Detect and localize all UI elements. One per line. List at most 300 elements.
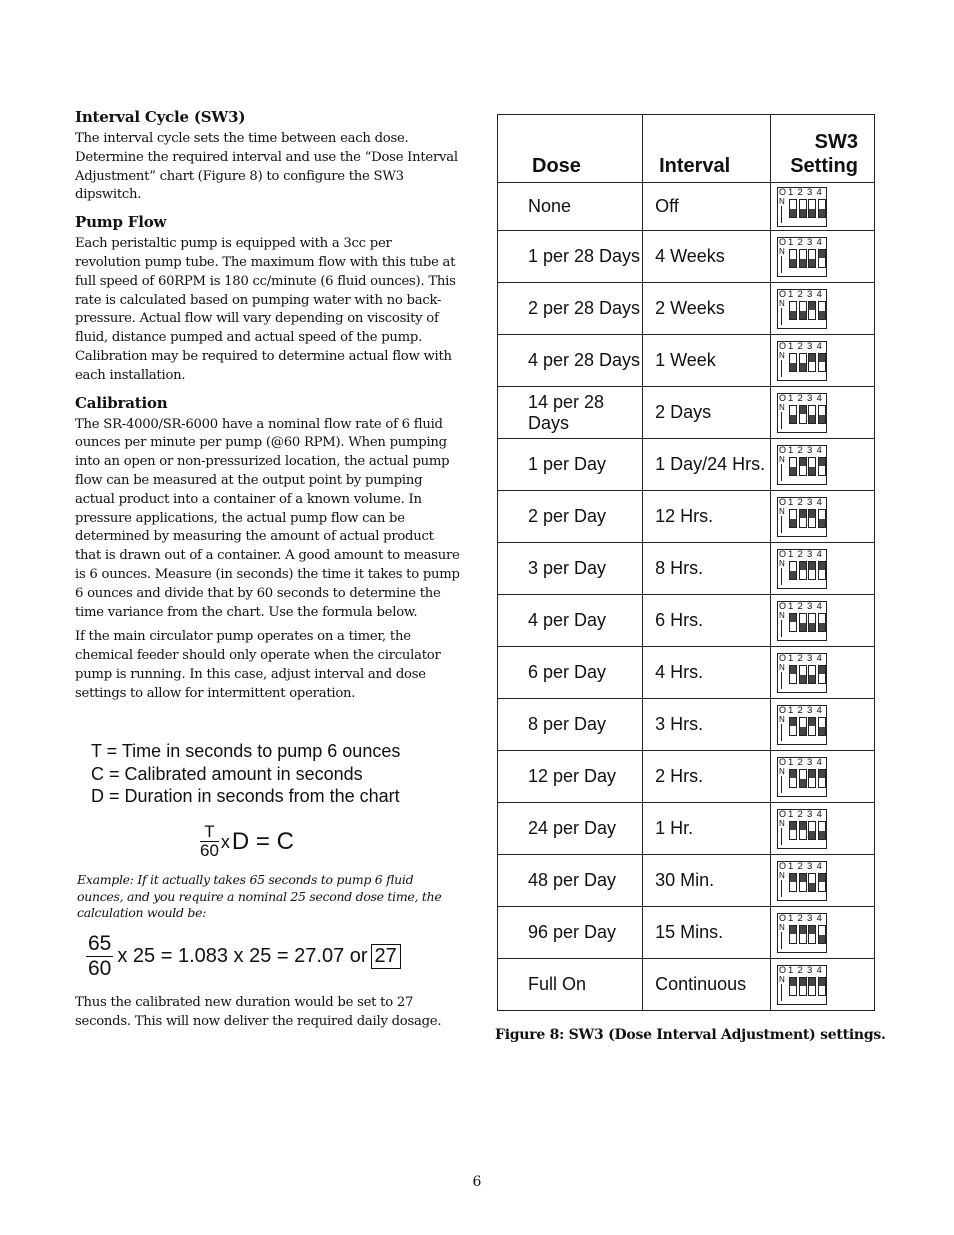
cell-dose: 4 per 28 Days	[498, 335, 643, 387]
dip-on-label-n: N	[779, 922, 785, 932]
dip-switch-numbers: 1234	[788, 236, 826, 248]
dip-switch-numbers: 1234	[788, 860, 826, 872]
dip-switch-1	[789, 977, 797, 996]
dip-switch-3	[808, 199, 816, 218]
dip-on-label: O	[779, 288, 787, 299]
cell-interval: Continuous	[643, 959, 771, 1011]
cell-sw3-setting	[771, 959, 875, 1011]
dip-switch-3	[808, 873, 816, 892]
dip-switch-1	[789, 405, 797, 424]
dip-switch-icon	[777, 341, 827, 381]
dip-switch-4	[818, 509, 826, 528]
dip-switch-1	[789, 665, 797, 684]
dip-switch-2	[799, 353, 807, 372]
dip-switch-knob	[790, 259, 796, 267]
dip-on-label-n: N	[779, 610, 785, 620]
dip-on-label: O	[779, 652, 787, 663]
dip-switch-1	[789, 509, 797, 528]
dip-on-label: O	[779, 340, 787, 351]
dip-on-arrow-icon	[781, 206, 782, 223]
dip-switch-4	[818, 977, 826, 996]
dip-switch-knob	[819, 831, 825, 839]
dip-switch-knob	[819, 770, 825, 778]
dip-on-label-n: N	[779, 662, 785, 672]
dip-on-label-n: N	[779, 402, 785, 412]
table-row	[498, 543, 875, 595]
cell-interval: 4 Hrs.	[643, 647, 771, 699]
dip-switch-2	[799, 405, 807, 424]
cell-sw3-setting	[771, 543, 875, 595]
table-row	[498, 855, 875, 907]
dip-switch-2	[799, 561, 807, 580]
dip-switch-numbers: 1234	[788, 704, 826, 716]
dip-switch-numbers: 1234	[788, 444, 826, 456]
example-calculation	[86, 932, 401, 981]
dip-switch-numbers: 1234	[788, 288, 826, 300]
cell-dose: 1 per 28 Days	[498, 231, 643, 283]
dip-on-arrow-icon	[781, 256, 782, 273]
dip-switch-3	[808, 249, 816, 268]
cell-sw3-setting	[771, 595, 875, 647]
dip-switch-knob	[809, 675, 815, 683]
dip-switch-knob	[790, 822, 796, 830]
dip-switch-4	[818, 199, 826, 218]
cell-sw3-setting	[771, 751, 875, 803]
section-paragraph: Each peristaltic pump is equipped with a 3cc per revolution pump tube. The maximum flow with this tube at full speed of 60RPM is 180 cc/minute (6 fluid ounces). This rate is calculated based on pumping water with no back-pressure. Actual flow will vary depending on viscosity of fluid, distance pumped and actual speed of the pump. Calibration may be required to determine actual flow with each installation.	[75, 236, 456, 383]
calc-result-box: 27	[371, 944, 401, 969]
dip-switch-3	[808, 353, 816, 372]
dip-on-arrow-icon	[781, 516, 782, 533]
dip-switch-knob	[800, 926, 806, 934]
dip-switch-3	[808, 769, 816, 788]
dip-on-label: O	[779, 756, 787, 767]
dip-on-label-n: N	[779, 298, 785, 308]
cell-dose: Full On	[498, 959, 643, 1011]
cell-interval: 3 Hrs.	[643, 699, 771, 751]
dip-switch-1	[789, 613, 797, 632]
dip-switch-knob	[790, 467, 796, 475]
dip-switch-3	[808, 561, 816, 580]
table-row	[498, 439, 875, 491]
dip-switch-knob	[800, 363, 806, 371]
dip-switch-knob	[809, 831, 815, 839]
dip-on-label-n: N	[779, 558, 785, 568]
cell-sw3-setting	[771, 231, 875, 283]
dip-switch-knob	[800, 510, 806, 518]
section-calibration	[75, 394, 460, 704]
dip-switch-knob	[809, 467, 815, 475]
formula-rest: D = C	[231, 828, 294, 855]
dip-switch-knob	[809, 978, 815, 986]
cell-interval: 12 Hrs.	[643, 491, 771, 543]
formula-fraction	[200, 823, 219, 861]
dip-switch-knob	[809, 562, 815, 570]
dip-switch-knob	[800, 562, 806, 570]
dip-switch-knob	[809, 926, 815, 934]
dip-switch-icon	[777, 497, 827, 537]
dose-interval-table	[497, 114, 875, 1011]
dip-on-arrow-icon	[781, 932, 782, 949]
dip-switch-icon	[777, 653, 827, 693]
dip-switch-knob	[819, 978, 825, 986]
dip-switch-knob	[819, 209, 825, 217]
dip-switch-2	[799, 717, 807, 736]
cell-sw3-setting	[771, 699, 875, 751]
dip-switch-knob	[800, 874, 806, 882]
dip-switch-numbers: 1234	[788, 964, 826, 976]
dip-switch-3	[808, 665, 816, 684]
section-paragraph: The interval cycle sets the time between each dose. Determine the required interval and use the “Dose Interval Adjustment” chart (Figure 8) to configure the SW3 dipswitch.	[75, 131, 458, 203]
table-row	[498, 335, 875, 387]
dip-switch-knob	[790, 614, 796, 622]
dip-switch-knob	[809, 354, 815, 362]
header-sw3: SW3	[814, 131, 858, 153]
cell-dose: 24 per Day	[498, 803, 643, 855]
calibration-formula	[200, 823, 294, 861]
cell-sw3-setting	[771, 855, 875, 907]
dip-switch-4	[818, 925, 826, 944]
cell-sw3-setting	[771, 283, 875, 335]
calc-numerator: 65	[88, 932, 112, 955]
dip-switch-knob	[790, 978, 796, 986]
dip-switch-knob	[790, 770, 796, 778]
dip-on-arrow-icon	[781, 880, 782, 897]
dip-switch-knob	[809, 510, 815, 518]
dip-switch-knob	[819, 354, 825, 362]
dip-on-label-n: N	[779, 766, 785, 776]
table-row	[498, 803, 875, 855]
table-row	[498, 595, 875, 647]
dip-switch-2	[799, 769, 807, 788]
dip-on-label: O	[779, 912, 787, 923]
dip-switch-numbers: 1234	[788, 392, 826, 404]
dip-switch-knob	[819, 519, 825, 527]
cell-dose: 12 per Day	[498, 751, 643, 803]
cell-dose: 48 per Day	[498, 855, 643, 907]
dip-switch-4	[818, 821, 826, 840]
cell-interval: 2 Weeks	[643, 283, 771, 335]
dip-switch-icon	[777, 913, 827, 953]
dip-on-label: O	[779, 860, 787, 871]
table-row	[498, 231, 875, 283]
dip-switch-knob	[790, 874, 796, 882]
cell-interval: 2 Hrs.	[643, 751, 771, 803]
cell-interval: 4 Weeks	[643, 231, 771, 283]
table-body	[498, 183, 875, 1011]
dip-switch-icon	[777, 809, 827, 849]
dip-switch-3	[808, 509, 816, 528]
dip-switch-knob	[790, 718, 796, 726]
header-setting: Setting	[790, 155, 858, 177]
table-row	[498, 751, 875, 803]
definition-c: C = Calibrated amount in seconds	[91, 763, 363, 784]
section-heading: Interval Cycle (SW3)	[75, 108, 246, 126]
dip-switch-knob	[800, 623, 806, 631]
dip-switch-knob	[800, 822, 806, 830]
dip-on-arrow-icon	[781, 360, 782, 377]
dip-switch-knob	[790, 571, 796, 579]
dip-switch-icon	[777, 861, 827, 901]
dip-switch-knob	[819, 623, 825, 631]
dip-switch-1	[789, 301, 797, 320]
dip-on-label: O	[779, 496, 787, 507]
cell-sw3-setting	[771, 335, 875, 387]
dip-switch-4	[818, 717, 826, 736]
dip-switch-knob	[809, 883, 815, 891]
formula-denominator: 60	[200, 841, 219, 860]
header-sw3-setting	[771, 115, 875, 183]
dip-switch-icon	[777, 237, 827, 277]
dip-switch-icon	[777, 549, 827, 589]
dip-switch-2	[799, 925, 807, 944]
dip-on-label-n: N	[779, 870, 785, 880]
dip-switch-2	[799, 249, 807, 268]
calc-expression: x 25 = 1.083 x 25 = 27.07 or	[117, 945, 368, 967]
dip-switch-knob	[800, 406, 806, 414]
cell-interval: 2 Days	[643, 387, 771, 439]
dip-switch-4	[818, 457, 826, 476]
table-row	[498, 491, 875, 543]
cell-dose: 8 per Day	[498, 699, 643, 751]
table-row	[498, 699, 875, 751]
cell-interval: Off	[643, 183, 771, 231]
table-row	[498, 387, 875, 439]
dip-on-label: O	[779, 444, 787, 455]
dip-on-label-n: N	[779, 506, 785, 516]
dip-switch-icon	[777, 705, 827, 745]
table-header-row	[498, 115, 875, 183]
table-row	[498, 283, 875, 335]
dip-switch-2	[799, 613, 807, 632]
section-heading: Calibration	[75, 393, 168, 412]
dip-switch-numbers: 1234	[788, 756, 826, 768]
dip-on-arrow-icon	[781, 568, 782, 585]
cell-sw3-setting	[771, 803, 875, 855]
dip-switch-knob	[819, 562, 825, 570]
dip-switch-1	[789, 821, 797, 840]
dip-switch-3	[808, 301, 816, 320]
cell-interval: 6 Hrs.	[643, 595, 771, 647]
dip-switch-knob	[800, 209, 806, 217]
dip-switch-2	[799, 977, 807, 996]
header-dose: Dose	[498, 115, 643, 183]
dip-switch-2	[799, 509, 807, 528]
dip-switch-icon	[777, 289, 827, 329]
cell-dose: 96 per Day	[498, 907, 643, 959]
dip-switch-4	[818, 613, 826, 632]
dip-switch-4	[818, 249, 826, 268]
dip-on-label: O	[779, 548, 787, 559]
dip-switch-2	[799, 457, 807, 476]
dip-switch-knob	[800, 259, 806, 267]
dip-switch-knob	[800, 311, 806, 319]
dip-switch-knob	[800, 458, 806, 466]
dip-switch-icon	[777, 187, 827, 227]
page-number: 6	[472, 1174, 482, 1190]
dip-switch-knob	[809, 623, 815, 631]
dip-on-arrow-icon	[781, 672, 782, 689]
dip-on-arrow-icon	[781, 620, 782, 637]
cell-sw3-setting	[771, 183, 875, 231]
dip-switch-icon	[777, 757, 827, 797]
dip-switch-knob	[809, 302, 815, 310]
dip-on-label: O	[779, 600, 787, 611]
section-interval-cycle	[75, 108, 460, 205]
dip-on-label-n: N	[779, 350, 785, 360]
dip-switch-icon	[777, 601, 827, 641]
dip-on-label: O	[779, 964, 787, 975]
dip-on-label-n: N	[779, 714, 785, 724]
dip-switch-knob	[790, 666, 796, 674]
dip-switch-numbers: 1234	[788, 808, 826, 820]
dip-switch-icon	[777, 965, 827, 1005]
dip-switch-1	[789, 561, 797, 580]
dip-switch-knob	[790, 363, 796, 371]
dip-switch-knob	[800, 675, 806, 683]
dip-switch-knob	[809, 209, 815, 217]
dip-switch-knob	[809, 718, 815, 726]
dip-switch-numbers: 1234	[788, 186, 826, 198]
table-row	[498, 959, 875, 1011]
dip-switch-3	[808, 977, 816, 996]
dip-switch-knob	[809, 770, 815, 778]
cell-interval: 15 Mins.	[643, 907, 771, 959]
dip-switch-1	[789, 925, 797, 944]
dip-on-label: O	[779, 704, 787, 715]
dip-on-label-n: N	[779, 974, 785, 984]
definition-t: T = Time in seconds to pump 6 ounces	[91, 741, 401, 761]
dip-on-label-n: N	[779, 246, 785, 256]
dip-switch-3	[808, 613, 816, 632]
cell-sw3-setting	[771, 491, 875, 543]
dip-switch-icon	[777, 393, 827, 433]
figure-caption: Figure 8: SW3 (Dose Interval Adjustment) settings.	[495, 1027, 886, 1043]
dip-on-arrow-icon	[781, 984, 782, 1001]
formula-times: x	[220, 831, 230, 852]
dip-on-arrow-icon	[781, 828, 782, 845]
dip-switch-knob	[790, 519, 796, 527]
table-row	[498, 907, 875, 959]
cell-dose: 4 per Day	[498, 595, 643, 647]
section-paragraph: If the main circulator pump operates on a timer, the chemical feeder should only operate when the circulator pump is running. In this case, adjust interval and dose settings to allow for intermittent operation.	[75, 629, 441, 701]
dip-switch-4	[818, 353, 826, 372]
section-pump-flow	[75, 213, 460, 385]
dip-switch-2	[799, 665, 807, 684]
dip-switch-1	[789, 873, 797, 892]
dip-switch-1	[789, 457, 797, 476]
dip-switch-4	[818, 561, 826, 580]
cell-sw3-setting	[771, 387, 875, 439]
dip-on-label-n: N	[779, 818, 785, 828]
dip-switch-4	[818, 665, 826, 684]
dip-on-arrow-icon	[781, 412, 782, 429]
dip-switch-1	[789, 199, 797, 218]
dip-on-label: O	[779, 392, 787, 403]
dip-on-label: O	[779, 186, 787, 197]
dip-switch-2	[799, 821, 807, 840]
dip-switch-4	[818, 405, 826, 424]
dip-switch-knob	[819, 458, 825, 466]
dip-switch-1	[789, 249, 797, 268]
dip-on-arrow-icon	[781, 464, 782, 481]
dip-switch-knob	[819, 415, 825, 423]
dip-switch-numbers: 1234	[788, 496, 826, 508]
calc-denominator: 60	[88, 957, 112, 980]
definition-d: D = Duration in seconds from the chart	[91, 786, 400, 806]
dip-switch-knob	[790, 209, 796, 217]
cell-interval: 8 Hrs.	[643, 543, 771, 595]
conclusion-text: Thus the calibrated new duration would be set to 27 seconds. This will now deliver the required daily dosage.	[75, 995, 442, 1029]
dip-switch-1	[789, 717, 797, 736]
dip-switch-knob	[819, 727, 825, 735]
dip-switch-knob	[819, 250, 825, 258]
dip-switch-2	[799, 199, 807, 218]
dip-switch-knob	[809, 415, 815, 423]
dip-switch-knob	[800, 978, 806, 986]
dip-switch-knob	[819, 874, 825, 882]
dip-switch-knob	[790, 415, 796, 423]
dip-switch-knob	[800, 779, 806, 787]
cell-dose: 14 per 28 Days	[498, 387, 643, 439]
cell-sw3-setting	[771, 907, 875, 959]
table-row	[498, 647, 875, 699]
dip-switch-numbers: 1234	[788, 912, 826, 924]
section-heading: Pump Flow	[75, 213, 167, 232]
dip-switch-3	[808, 717, 816, 736]
dip-switch-2	[799, 873, 807, 892]
cell-dose: 1 per Day	[498, 439, 643, 491]
table-row	[498, 183, 875, 231]
dip-switch-knob	[790, 311, 796, 319]
dip-switch-knob	[819, 935, 825, 943]
dip-on-arrow-icon	[781, 308, 782, 325]
dip-switch-3	[808, 925, 816, 944]
calc-fraction	[86, 932, 113, 981]
dip-on-arrow-icon	[781, 724, 782, 741]
example-text: Example: If it actually takes 65 seconds to pump 6 fluid ounces, and you require a nominal 25 second dose time, the calculation would be:	[77, 872, 442, 920]
dip-switch-1	[789, 353, 797, 372]
dip-switch-numbers: 1234	[788, 548, 826, 560]
cell-dose: 2 per Day	[498, 491, 643, 543]
cell-interval: 1 Day/24 Hrs.	[643, 439, 771, 491]
dip-switch-3	[808, 405, 816, 424]
header-interval: Interval	[643, 115, 771, 183]
dip-switch-numbers: 1234	[788, 600, 826, 612]
dip-switch-icon	[777, 445, 827, 485]
dip-on-label-n: N	[779, 196, 785, 206]
dip-switch-1	[789, 769, 797, 788]
dip-on-label-n: N	[779, 454, 785, 464]
dip-on-arrow-icon	[781, 776, 782, 793]
dip-switch-3	[808, 821, 816, 840]
section-paragraph: The SR-4000/SR-6000 have a nominal flow rate of 6 fluid ounces per minute per pump (@60 RPM). When pumping into an open or non-pressurized location, the actual pump flow can be measured at the output point by pumping actual product into a container of a known volume. In pressure applications, the actual pump flow can be determined by measuring the amount of actual product that is drawn out of a container. A good amount to measure is 6 ounces. Measure (in seconds) the time it takes to pump 6 ounces and divide that by 60 seconds to determine the time variance from the chart. Use the formula below.	[75, 416, 460, 620]
variable-definitions	[91, 740, 400, 808]
dip-switch-knob	[819, 311, 825, 319]
dip-switch-numbers: 1234	[788, 340, 826, 352]
cell-dose: None	[498, 183, 643, 231]
dip-switch-knob	[819, 666, 825, 674]
dip-switch-3	[808, 457, 816, 476]
dip-switch-numbers: 1234	[788, 652, 826, 664]
cell-dose: 3 per Day	[498, 543, 643, 595]
dip-switch-4	[818, 873, 826, 892]
cell-interval: 1 Week	[643, 335, 771, 387]
left-column	[75, 108, 460, 710]
cell-dose: 6 per Day	[498, 647, 643, 699]
dip-switch-2	[799, 301, 807, 320]
cell-sw3-setting	[771, 439, 875, 491]
formula-numerator: T	[200, 823, 219, 842]
